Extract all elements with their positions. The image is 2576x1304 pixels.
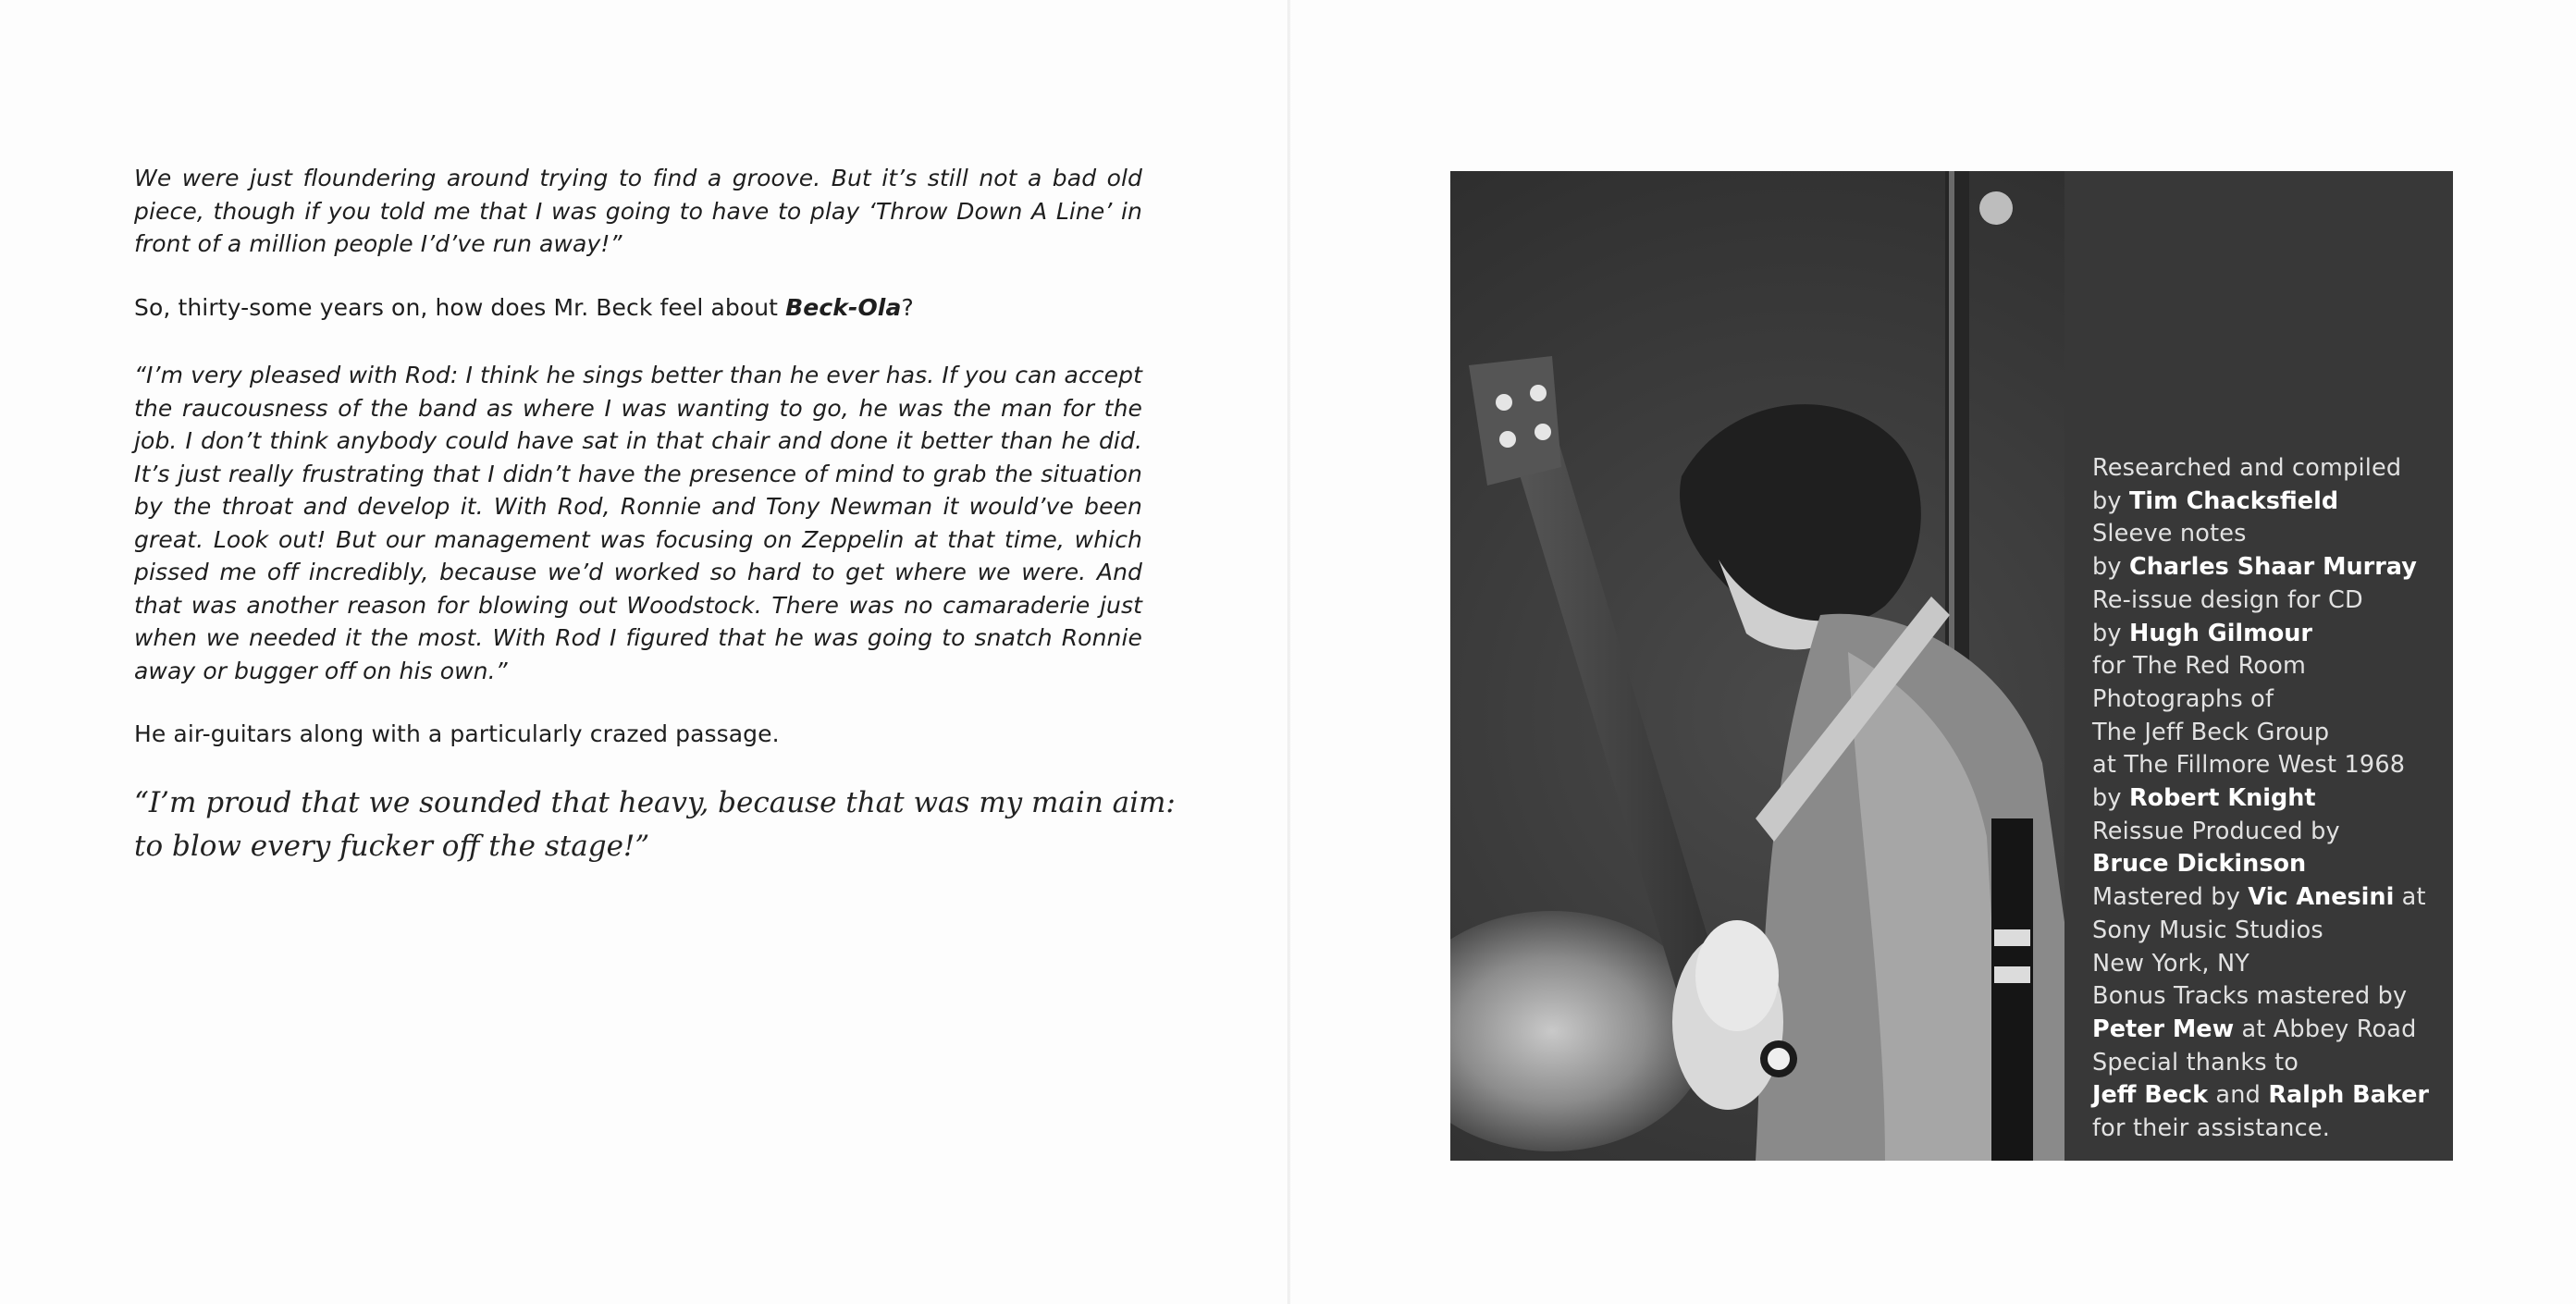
credit-name: Robert Knight [2128, 784, 2316, 813]
credit-line [2092, 848, 2462, 881]
left-page [134, 162, 1176, 868]
credit-line: Bonus Tracks mastered by [2092, 982, 2408, 1011]
credit-line: by Tim Chacksfield [2092, 486, 2339, 515]
credit-line: The Jeff Beck Group [2092, 718, 2330, 746]
paragraph-floundering: We were just floundering around trying to find a groove. But it’s still not a bad old piece, though if you told me that I was going to have to play ‘Throw Down A Line’ in front of a million people I’d’ve run away!” [134, 165, 1142, 257]
booklet-spine [1288, 0, 1290, 1304]
credit-name: Bruce Dickinson [2092, 850, 2307, 879]
credit-line: New York, NY [2092, 949, 2250, 978]
credit-line: Photographs of [2092, 684, 2274, 713]
final-quote-line-1: “I’m proud that we sounded that heavy, because that was my main aim: [134, 785, 1176, 819]
credits-list [2092, 452, 2462, 1146]
credit-line: Peter Mew at Abbey Road [2092, 1015, 2417, 1043]
credit-line: Sleeve notes [2092, 520, 2247, 548]
question-mark: ? [901, 293, 914, 321]
final-quote [134, 781, 1176, 868]
credit-name: Jeff Beck [2092, 1081, 2209, 1110]
credit-name: Charles Shaar Murray [2128, 553, 2417, 582]
credit-line: Reissue Produced by [2092, 817, 2340, 845]
credit-name: Peter Mew [2092, 1015, 2235, 1043]
credit-name: Ralph Baker [2268, 1081, 2429, 1110]
credit-line: Researched and compiled [2092, 454, 2402, 482]
credit-line: for The Red Room [2092, 652, 2307, 681]
credit-line: by Robert Knight [2092, 784, 2316, 813]
credit-line: Sony Music Studios [2092, 916, 2323, 944]
paragraph-rod-quote: “I’m very pleased with Rod: I think he sings better than he ever has. If you can accept the raucousness of the band as where I was wanting to go, he was the man for the job. I don’t think anybody could have sat in that chair and done it better than he did. It’s just really frustrating that I didn’t have the presence of mind to grab the situation by the throat and develop it. With Rod, Ronnie and Tony Newman it would’ve been great. Look out! But our management was focusing on Zeppelin at that time, which pissed me off incredibly, because we’d worked so hard to get where we were. And that was another reason for blowing out Woodstock. There was no camaraderie just when we needed it the most. With Rod I figured that he was going to snatch Ronnie away or bugger off on his own.” [134, 362, 1142, 684]
credit-name: Tim Chacksfield [2128, 486, 2339, 515]
credit-name: Hugh Gilmour [2128, 619, 2312, 647]
album-title: Beck-Ola [785, 293, 902, 321]
question-text: So, thirty-some years on, how does Mr. Beck feel about [134, 293, 786, 321]
paragraph-air-guitar: He air-guitars along with a particularly crazed passage. [134, 720, 780, 747]
credit-line: by Hugh Gilmour [2092, 619, 2312, 647]
credit-line: at The Fillmore West 1968 [2092, 751, 2406, 780]
credit-line: Jeff Beck and Ralph Baker [2092, 1081, 2429, 1110]
paragraph-question [134, 291, 1142, 325]
credit-line: Re-issue design for CD [2092, 585, 2363, 614]
credit-name: Vic Anesini [2248, 883, 2395, 912]
final-quote-line-2: to blow every fucker off the stage!” [134, 829, 650, 863]
credit-line: Special thanks to [2092, 1048, 2299, 1076]
credit-line: by Charles Shaar Murray [2092, 553, 2417, 582]
credit-line: for their assistance. [2092, 1114, 2331, 1143]
credit-line: Mastered by Vic Anesini at [2092, 883, 2426, 912]
